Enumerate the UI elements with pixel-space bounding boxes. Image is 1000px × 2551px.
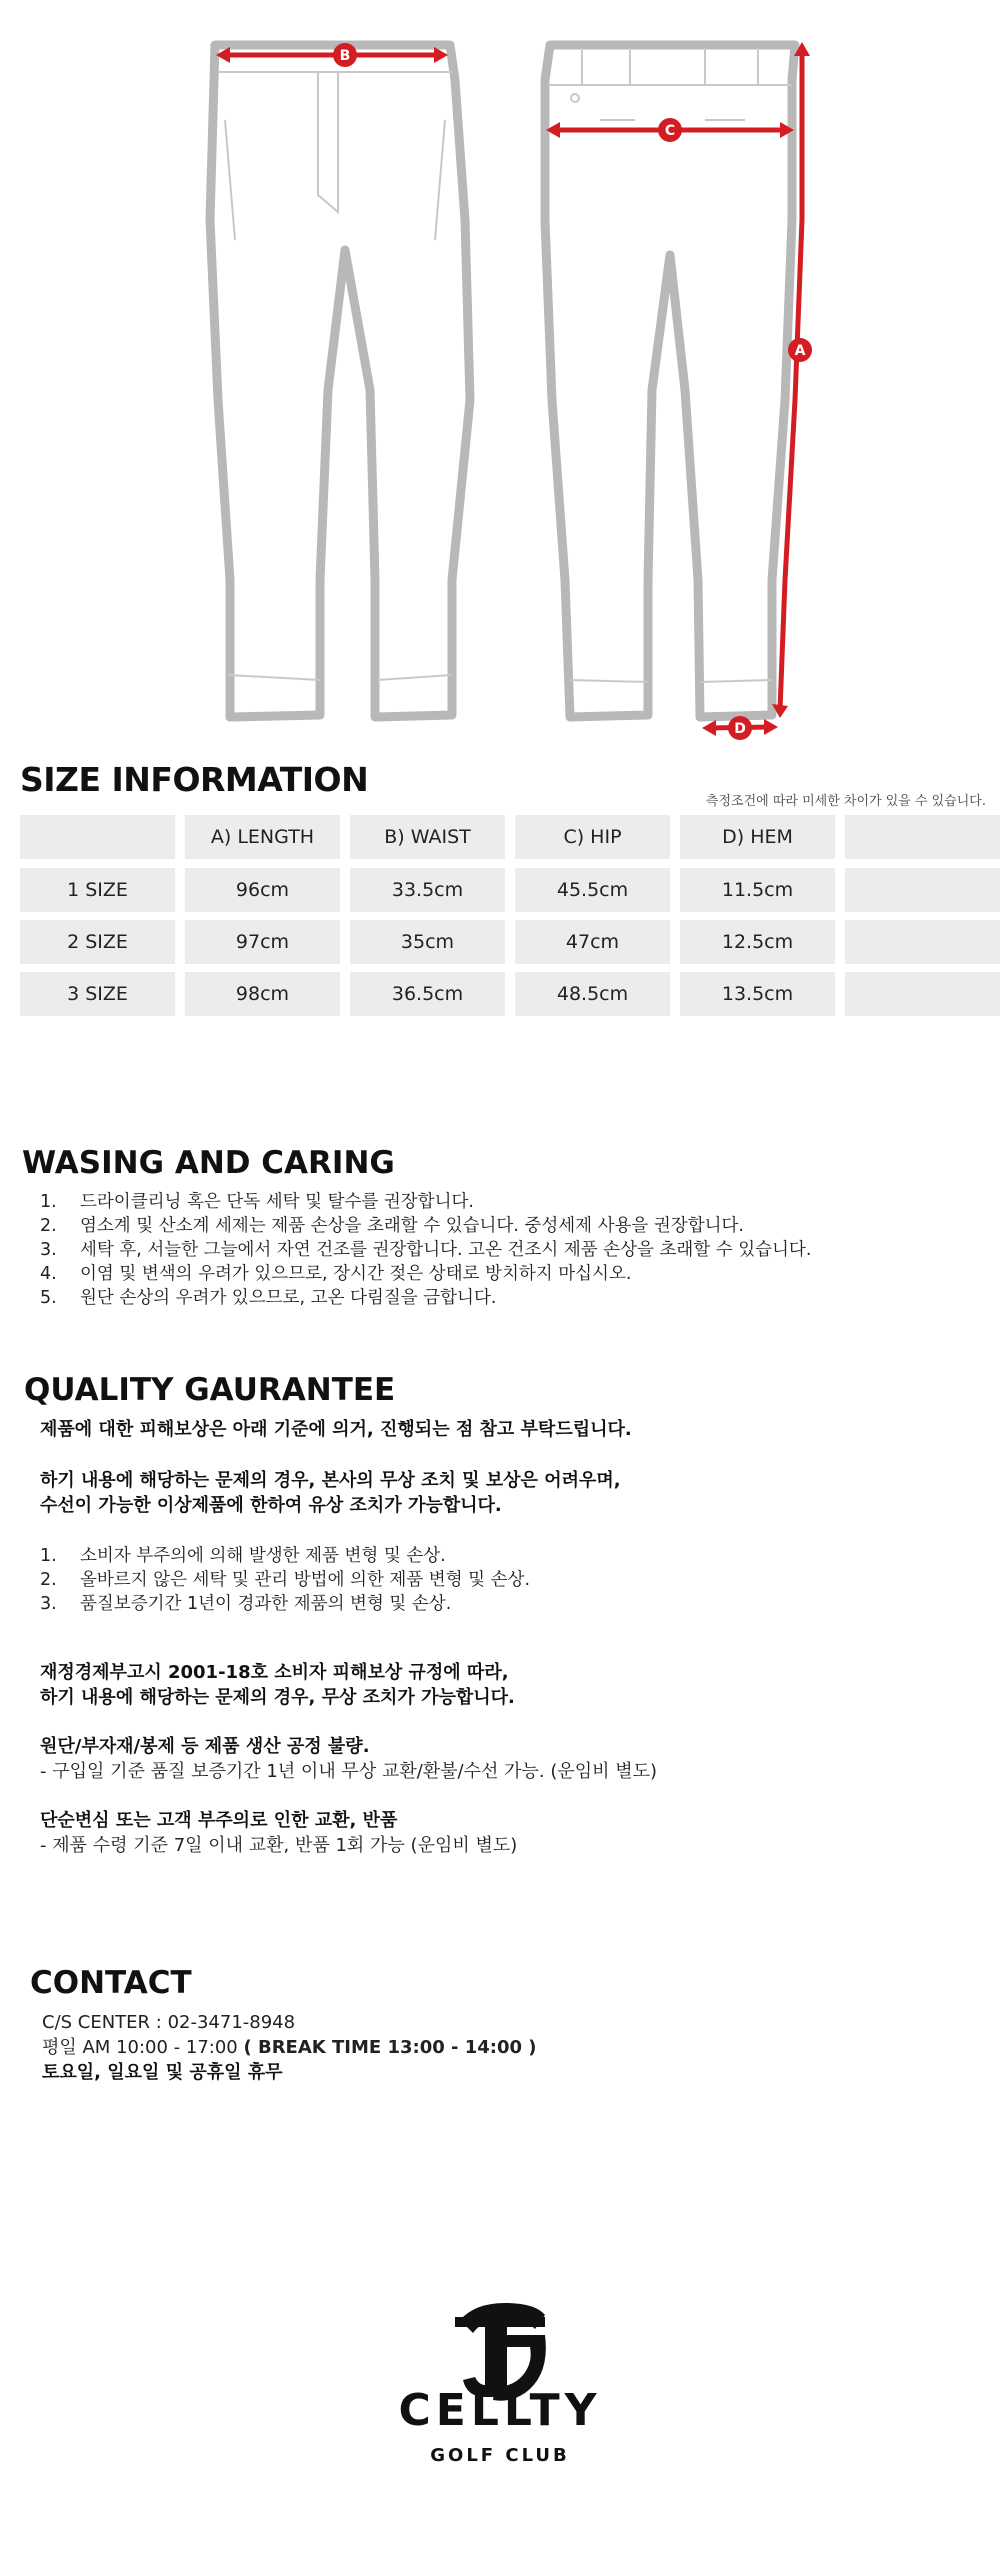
table-cell: 45.5cm	[515, 868, 670, 912]
table-cell: 3 SIZE	[20, 972, 175, 1016]
list-item: 5. 원단 손상의 우려가 있으므로, 고온 다림질을 금합니다.	[40, 1288, 497, 1308]
washing-list	[40, 1190, 811, 1310]
pants-measurement-diagram	[180, 20, 840, 740]
table-cell	[845, 868, 1000, 912]
table-cell	[845, 972, 1000, 1016]
marker-d: D	[734, 721, 746, 737]
table-cell: 48.5cm	[515, 972, 670, 1016]
table-cell: 47cm	[515, 920, 670, 964]
table-cell: 96cm	[185, 868, 340, 912]
quality-title: QUALITY GAURANTEE	[24, 1372, 396, 1408]
size-info-title: SIZE INFORMATION	[20, 760, 369, 799]
quality-intro: 제품에 대한 피해보상은 아래 기준에 의거, 진행되는 점 참고 부탁드립니다.	[40, 1419, 632, 1440]
table-header-cell: C) HIP	[515, 815, 670, 859]
list-item: 2. 올바르지 않은 세탁 및 관리 방법에 의한 제품 변형 및 손상.	[40, 1570, 531, 1590]
quality-notice-2: 수선이 가능한 이상제품에 한하여 유상 조치가 가능합니다.	[40, 1495, 502, 1516]
marker-c: C	[664, 123, 676, 139]
table-cell	[845, 920, 1000, 964]
washing-title: WASING AND CARING	[22, 1145, 395, 1181]
size-info-note: 측정조건에 따라 미세한 차이가 있을 수 있습니다.	[705, 794, 986, 809]
table-header-cell	[845, 815, 1000, 859]
table-cell: 2 SIZE	[20, 920, 175, 964]
table-cell: 97cm	[185, 920, 340, 964]
defect-title: 원단/부자재/봉제 등 제품 생산 공정 불량.	[40, 1736, 370, 1757]
quality-notice-1: 하기 내용에 해당하는 문제의 경우, 본사의 무상 조치 및 보상은 어려우며,	[40, 1470, 621, 1491]
brand-name: CELLTY	[398, 2385, 602, 2436]
list-item: 3. 세탁 후, 서늘한 그늘에서 자연 건조를 권장합니다. 고온 건조시 제품 손상을 초래할 수 있습니다.	[40, 1240, 812, 1260]
table-cell: 1 SIZE	[20, 868, 175, 912]
measurement-markers	[333, 43, 812, 740]
brand-subtitle: GOLF CLUB	[430, 2445, 570, 2466]
table-cell: 33.5cm	[350, 868, 505, 912]
table-header-cell: D) HEM	[680, 815, 835, 859]
regulation-line-2: 하기 내용에 해당하는 문제의 경우, 무상 조치가 가능합니다.	[40, 1687, 515, 1708]
measurement-arrows	[222, 50, 802, 728]
list-item: 1. 드라이클리닝 혹은 단독 세탁 및 탈수를 권장합니다.	[40, 1192, 474, 1212]
table-cell: 13.5cm	[680, 972, 835, 1016]
table-cell: 11.5cm	[680, 868, 835, 912]
cs-center: C/S CENTER : 02-3471-8948	[42, 2012, 296, 2033]
table-cell: 12.5cm	[680, 920, 835, 964]
table-header-cell	[20, 815, 175, 859]
table-cell: 35cm	[350, 920, 505, 964]
contact-title: CONTACT	[30, 1965, 192, 2001]
back-pants-details	[548, 48, 792, 682]
closed-days: 토요일, 일요일 및 공휴일 휴무	[42, 2062, 283, 2083]
regulation-line-1: 재정경제부고시 2001-18호 소비자 피해보상 규정에 따라,	[40, 1662, 509, 1683]
front-pants-outline	[210, 45, 470, 717]
list-item: 1. 소비자 부주의에 의해 발생한 제품 변형 및 손상.	[40, 1546, 446, 1566]
business-hours: 평일 AM 10:00 - 17:00 ( BREAK TIME 13:00 - 14:00 )	[42, 2037, 537, 2058]
table-header-cell: B) WAIST	[350, 815, 505, 859]
list-item: 3. 품질보증기간 1년이 경과한 제품의 변형 및 손상.	[40, 1594, 452, 1614]
list-item: 2. 염소계 및 산소계 세제는 제품 손상을 초래할 수 있습니다. 중성세제 사용을 권장합니다.	[40, 1216, 744, 1236]
front-pants-details	[218, 72, 452, 680]
table-cell: 98cm	[185, 972, 340, 1016]
marker-a: A	[794, 343, 806, 359]
table-header-cell: A) LENGTH	[185, 815, 340, 859]
defect-text: - 구입일 기준 품질 보증기간 1년 이내 무상 교환/환불/수선 가능. (운임비 별도)	[40, 1761, 658, 1782]
quality-list	[40, 1544, 530, 1616]
marker-b: B	[339, 48, 351, 64]
list-item: 4. 이염 및 변색의 우려가 있으므로, 장시간 젖은 상태로 방치하지 마십시오.	[40, 1264, 632, 1284]
table-cell: 36.5cm	[350, 972, 505, 1016]
back-pants-outline	[545, 45, 795, 717]
change-title: 단순변심 또는 고객 부주의로 인한 교환, 반품	[40, 1810, 398, 1831]
change-text: - 제품 수령 기준 7일 이내 교환, 반품 1회 가능 (운임비 별도)	[40, 1835, 518, 1856]
